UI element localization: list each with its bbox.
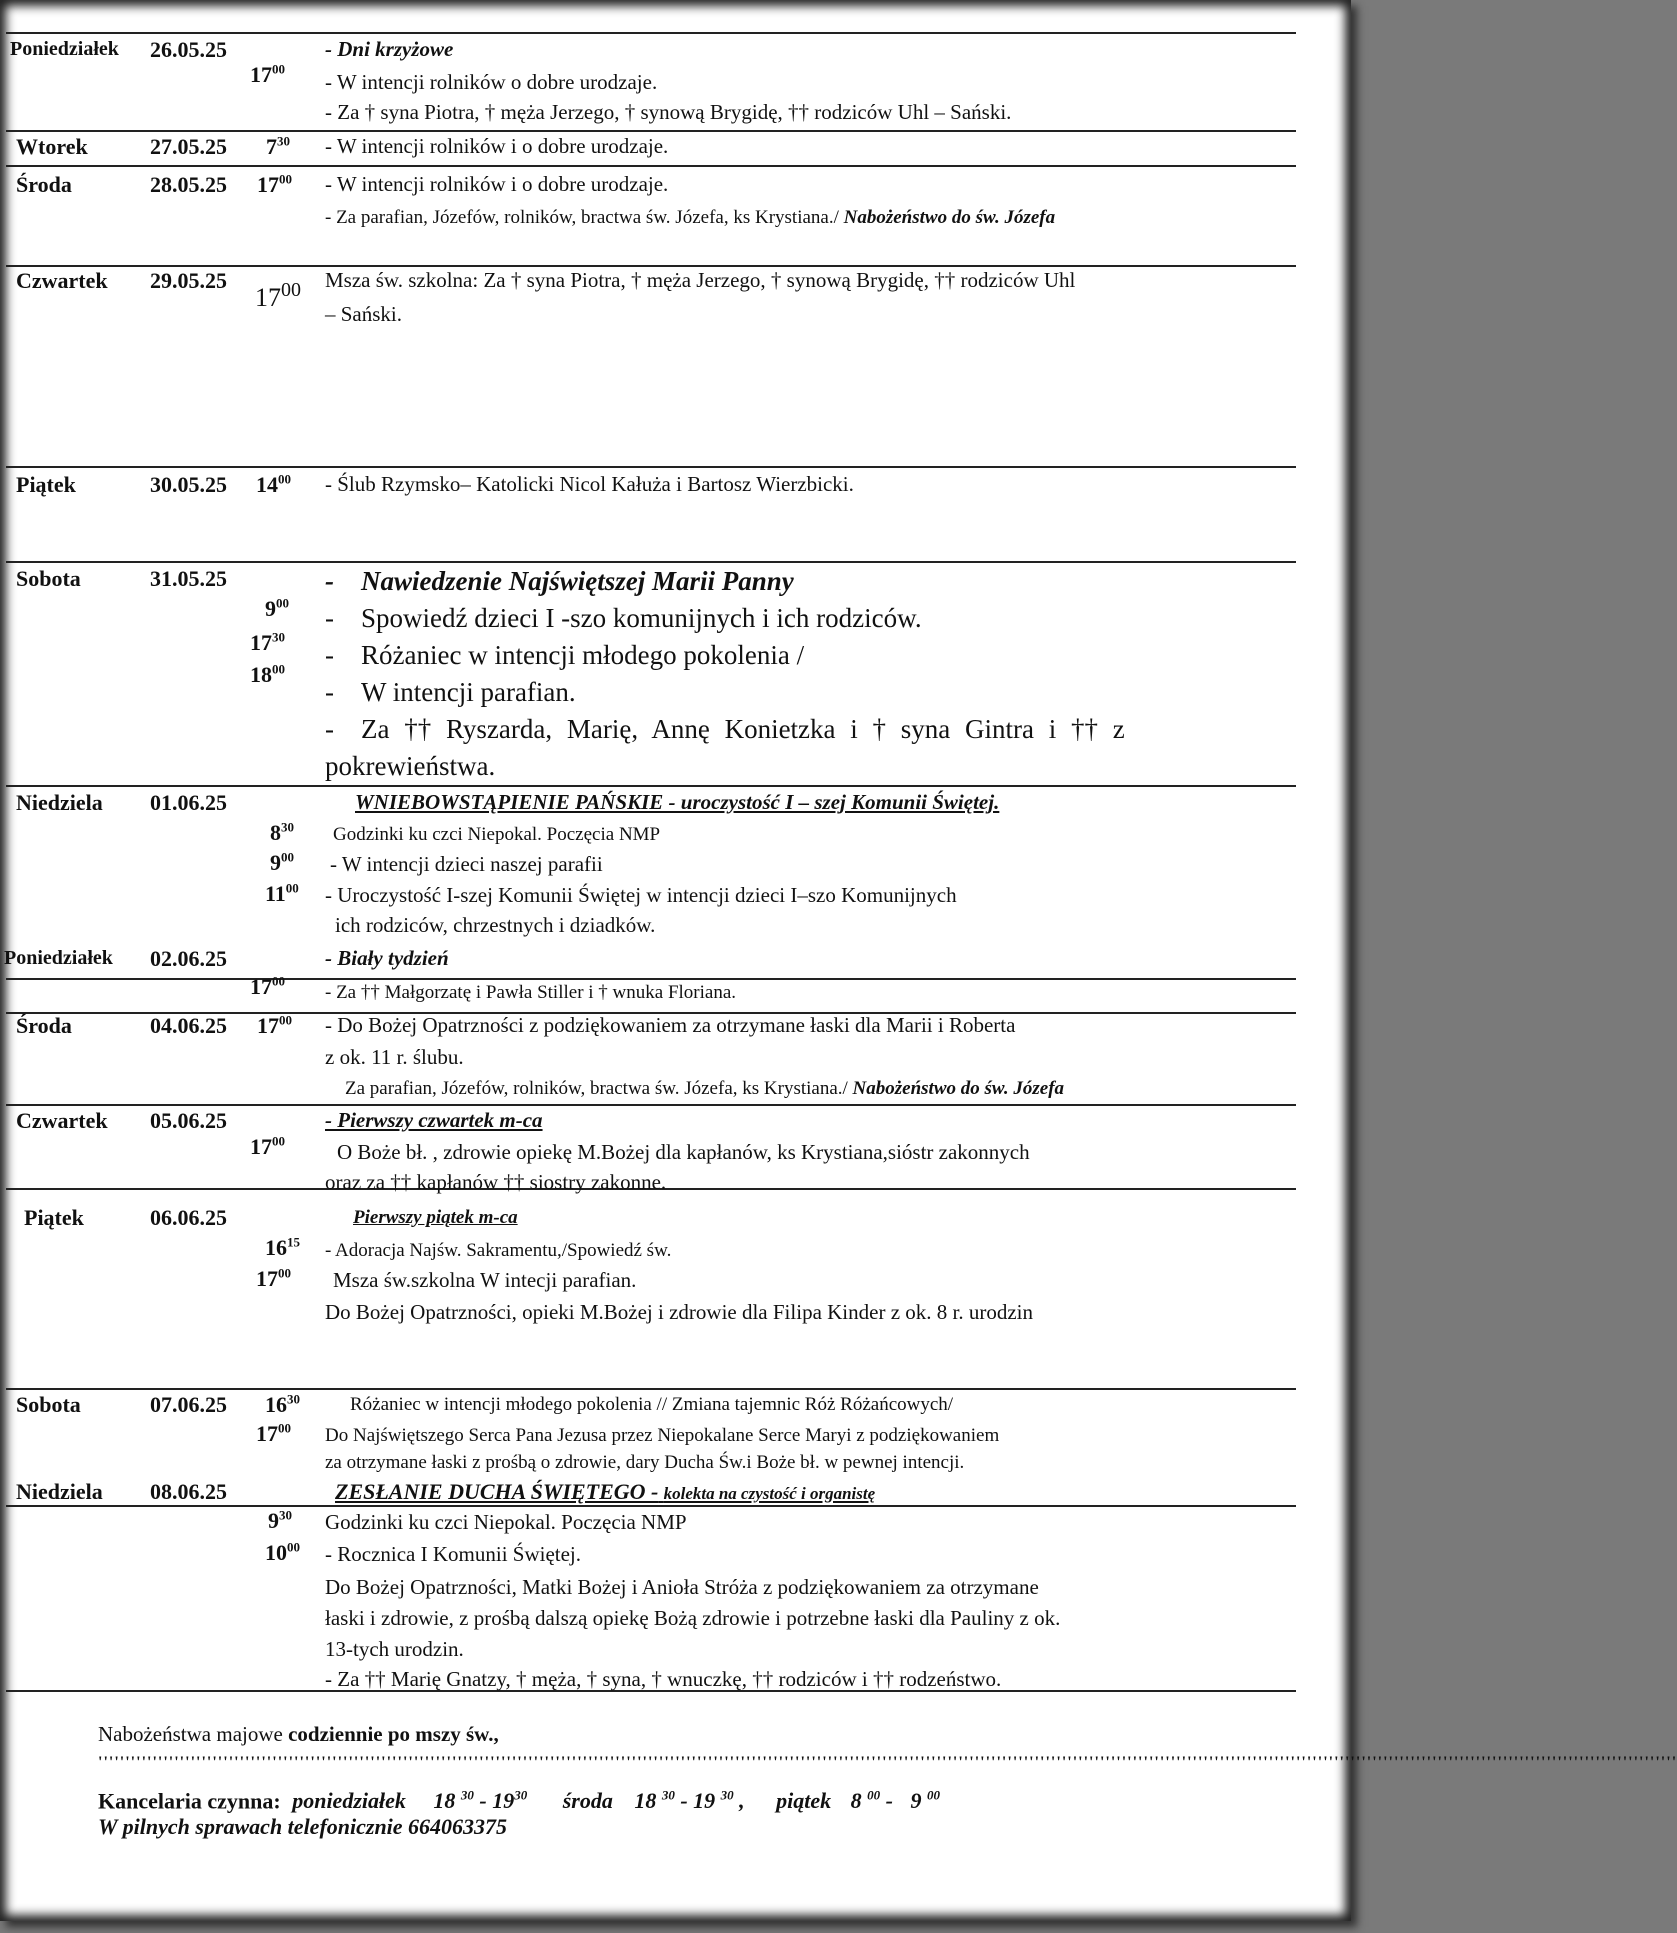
entry: Godzinki ku czci Niepokal. Poczęcia NMP <box>325 1510 687 1534</box>
mass-time: $17^{00}$ <box>256 1420 291 1446</box>
entry: ich rodziców, chrzestnych i dziadków. <box>335 913 656 937</box>
date-label: 05.06.25 <box>150 1108 227 1133</box>
mass-time: $17^{00}$ <box>250 973 285 999</box>
date-label: 04.06.25 <box>150 1013 227 1038</box>
mass-time: $8^{30}$ <box>270 819 294 845</box>
day-label: Wtorek <box>16 134 88 159</box>
mass-time: $17^{00}$ <box>250 1133 285 1159</box>
date-label: 31.05.25 <box>150 566 227 591</box>
entry: - Różaniec w intencji młodego pokolenia / <box>325 640 805 670</box>
mass-time: $17^{00}$ <box>257 1012 292 1038</box>
divider <box>6 32 1296 34</box>
mass-time: $16^{15}$ <box>265 1234 300 1260</box>
mass-time: $9^{00}$ <box>270 849 294 875</box>
mass-time: $17^{30}$ <box>250 629 285 655</box>
entry: - W intencji rolników i o dobre urodzaje. <box>325 134 669 158</box>
entry: Msza św.szkolna W intecji parafian. <box>333 1268 637 1292</box>
entry: Do Bożej Opatrzności, opieki M.Bożej i zdrowie dla Filipa Kinder z ok. 8 r. urodzin <box>325 1300 1034 1324</box>
entry-title: - Nawiedzenie Najświętszej Marii Panny <box>325 566 794 596</box>
entry: Za parafian, Józefów, rolników, bractwa św. Józefa, ks Krystiana./ Nabożeństwo do św. Józefa <box>345 1078 1065 1099</box>
day-label: Niedziela <box>16 1479 103 1504</box>
entry: z ok. 11 r. ślubu. <box>325 1045 464 1069</box>
entry-title: WNIEBOWSTĄPIENIE PAŃSKIE - uroczystość I – szej Komunii Świętej. <box>355 790 1000 814</box>
day-label: Sobota <box>16 1392 81 1417</box>
divider <box>6 1388 1296 1390</box>
divider <box>6 466 1296 468</box>
entry-title: - Biały tydzień <box>325 946 449 970</box>
divider <box>6 130 1296 132</box>
mass-time: $18^{00}$ <box>250 661 285 687</box>
entry: łaski i zdrowie, z prośbą dalszą opiekę Bożą zdrowie i potrzebne łaski dla Pauliny z ok. <box>325 1606 1061 1630</box>
day-label: Piątek <box>24 1205 84 1230</box>
day-label: Piątek <box>16 472 76 497</box>
entry: - Za †† Marię Gnatzy, † męża, † syna, † wnuczkę, †† rodziców i †† rodzeństwo. <box>325 1667 1002 1691</box>
entry: O Boże bł. , zdrowie opiekę M.Bożej dla kapłanów, ks Krystiana,sióstr zakonnych <box>337 1140 1030 1164</box>
entry-title: ZESŁANIE DUCHA ŚWIĘTEGO - kolekta na czystość i organistę <box>335 1479 876 1504</box>
day-label: Środa <box>16 1013 72 1038</box>
day-label: Środa <box>16 172 72 197</box>
entry: Godzinki ku czci Niepokal. Poczęcia NMP <box>333 824 661 845</box>
mass-time: $17^{00}$ <box>256 1265 291 1291</box>
date-label: 28.05.25 <box>150 172 227 197</box>
entry: - Uroczystość I-szej Komunii Świętej w intencji dzieci I–szo Komunijnych <box>325 883 957 907</box>
entry: oraz za †† kapłanów †† siostry zakonne. <box>325 1170 667 1194</box>
mass-time: $7^{30}$ <box>266 133 290 159</box>
day-label: Czwartek <box>16 268 108 293</box>
date-label: 07.06.25 <box>150 1392 227 1417</box>
entry: Msza św. szkolna: Za † syna Piotra, † męża Jerzego, † synową Brygidę, †† rodziców Uhl <box>325 268 1076 292</box>
mass-time: $11^{00}$ <box>265 880 299 906</box>
entry: – Sański. <box>325 302 403 326</box>
entry: - Ślub Rzymsko– Katolicki Nicol Kałuża i Bartosz Wierzbicki. <box>325 472 854 496</box>
day-label: Niedziela <box>16 790 103 815</box>
mass-time: $10^{00}$ <box>265 1539 300 1565</box>
date-label: 01.06.25 <box>150 790 227 815</box>
entry: za otrzymane łaski z prośbą o zdrowie, dary Ducha Św.i Boże bł. w pewnej intencji. <box>325 1452 965 1473</box>
mass-time: $17^{00}$ <box>255 279 301 312</box>
entry: 13-tych urodzin. <box>325 1637 464 1661</box>
date-label: 27.05.25 <box>150 134 227 159</box>
entry: - W intencji dzieci naszej parafii <box>330 852 603 876</box>
entry: - Za †† Ryszarda, Marię, Annę Konietzka i † syna Gintra i †† z <box>325 714 1125 744</box>
entry-title: Pierwszy piątek m-ca <box>353 1207 518 1228</box>
devotion-note: Nabożeństwa majowe codziennie po mszy św., <box>98 1722 499 1746</box>
entry: Różaniec w intencji młodego pokolenia // Zmiana tajemnic Róż Różańcowych/ <box>350 1394 954 1415</box>
date-label: 06.06.25 <box>150 1205 227 1230</box>
divider <box>6 265 1296 267</box>
divider <box>6 785 1296 787</box>
entry: - W intencji parafian. <box>325 677 576 707</box>
day-label: Poniedziałek <box>4 947 113 969</box>
mass-time: $17^{00}$ <box>250 61 285 87</box>
entry: - W intencji rolników i o dobre urodzaje. <box>325 172 669 196</box>
day-label: Sobota <box>16 566 81 591</box>
entry: - Za † syna Piotra, † męża Jerzego, † synową Brygidę, †† rodziców Uhl – Sański. <box>325 100 1012 124</box>
entry: Do Najświętszego Serca Pana Jezusa przez Niepokalane Serce Maryi z podziękowaniem <box>325 1425 1000 1446</box>
date-label: 30.05.25 <box>150 472 227 497</box>
mass-time: $16^{30}$ <box>265 1391 300 1417</box>
divider <box>6 1104 1296 1106</box>
divider <box>6 561 1296 563</box>
mass-time: $17^{00}$ <box>257 171 292 197</box>
entry: - Za parafian, Józefów, rolników, bractwa św. Józefa, ks Krystiana./ Nabożeństwo do św. Józefa <box>325 207 1056 228</box>
entry: pokrewieństwa. <box>325 751 496 781</box>
mass-time: $14^{00}$ <box>256 471 291 497</box>
day-label: Poniedziałek <box>10 38 119 60</box>
mass-time: $9^{30}$ <box>268 1507 292 1533</box>
entry: - Do Bożej Opatrzności z podziękowaniem za otrzymane łaski dla Marii i Roberta <box>325 1013 1016 1037</box>
date-label: 29.05.25 <box>150 268 227 293</box>
entry: - Adoracja Najśw. Sakramentu,/Spowiedź św. <box>325 1240 672 1261</box>
date-label: 26.05.25 <box>150 37 227 62</box>
date-label: 02.06.25 <box>150 946 227 971</box>
entry: - Za †† Małgorzatę i Pawła Stiller i † wnuka Floriana. <box>325 982 737 1003</box>
entry: - Spowiedź dzieci I -szo komunijnych i ich rodziców. <box>325 603 922 633</box>
separator: '''''''''''''''''''''''''''''''''''''''''''''''''''''''''''''''''''''''''''''''''''''''''''''''''''''''''''''''''''''''''''''''''''''''''''''''''''''''''''''''''''''''''''''''''''''''''''''''''''''''''''''''''''''''''''''''''''''''''''''''''''''''''''''''''''''''''''''''''''''''''''''''''' <box>98 1754 1677 1771</box>
entry-title: - Pierwszy czwartek m-ca <box>325 1108 543 1132</box>
mass-time: $9^{00}$ <box>265 595 289 621</box>
date-label: 08.06.25 <box>150 1479 227 1504</box>
entry: - W intencji rolników o dobre urodzaje. <box>325 70 658 94</box>
day-label: Czwartek <box>16 1108 108 1133</box>
entry-title: - Dni krzyżowe <box>325 37 454 61</box>
entry: - Rocznica I Komunii Świętej. <box>325 1542 582 1566</box>
phone-line: W pilnych sprawach telefonicznie 664063375 <box>98 1814 508 1839</box>
office-hours: Kancelaria czynna: poniedziałek 18 $^{30} - 19^{30}$ środa 18 $^{30}$ - 19 $^{30}$ , piątek 8 $^{00}$ - 9 $^{00}$ <box>98 1788 940 1814</box>
divider <box>6 165 1296 167</box>
entry: Do Bożej Opatrzności, Matki Bożej i Anioła Stróża z podziękowaniem za otrzymane <box>325 1575 1039 1599</box>
